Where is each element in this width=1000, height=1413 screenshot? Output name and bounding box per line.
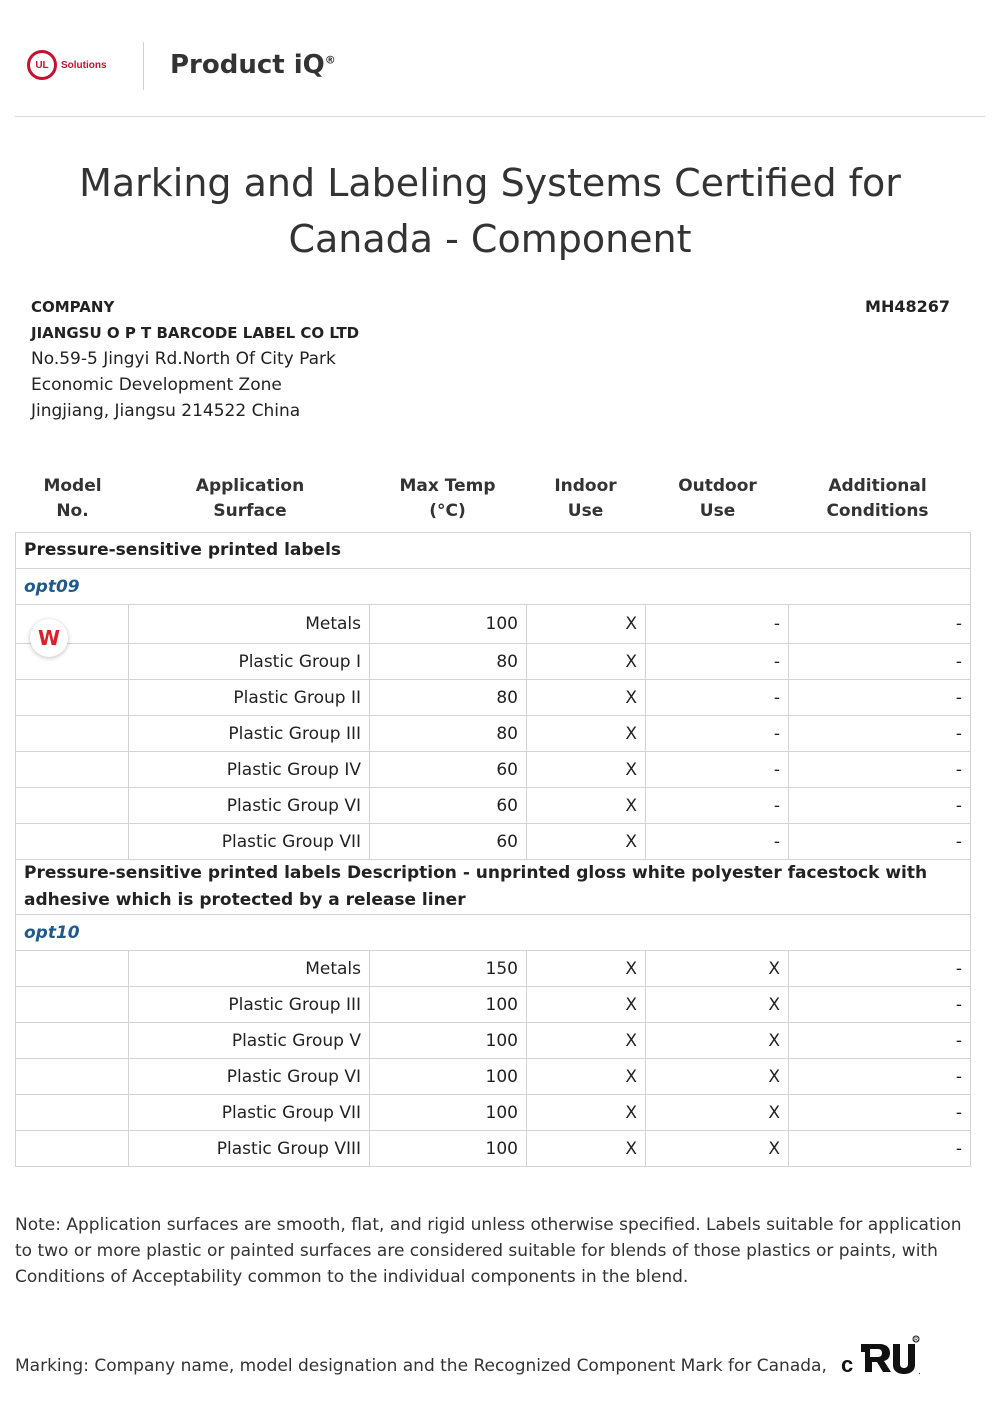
cell-outdoor: X — [646, 1095, 789, 1131]
page-header — [15, 40, 985, 117]
model-cell — [16, 788, 129, 824]
group-title-row — [16, 533, 971, 569]
cell-indoor: X — [527, 1059, 646, 1095]
cell-temp: 60 — [370, 788, 527, 824]
cell-surface: Plastic Group IV — [129, 752, 370, 788]
company-block — [31, 294, 359, 424]
svg-text:c: c — [841, 1352, 854, 1377]
cell-indoor: X — [527, 1095, 646, 1131]
model-cell — [16, 1059, 129, 1095]
model-cell — [16, 605, 129, 650]
cell-outdoor: X — [646, 1023, 789, 1059]
model-cell — [16, 824, 129, 860]
group-title: Pressure-sensitive printed labels Description - unprinted gloss white polyester facestock with adhesive which is protected by a release liner — [16, 860, 971, 915]
cell-temp: 100 — [370, 987, 527, 1023]
table-row — [16, 644, 971, 680]
cell-temp: 80 — [370, 680, 527, 716]
table-row — [16, 1023, 971, 1059]
model-cell — [16, 1023, 129, 1059]
cell-cond: - — [789, 1095, 971, 1131]
group-title-row — [16, 860, 971, 915]
cell-outdoor: X — [646, 951, 789, 987]
cell-surface: Plastic Group II — [129, 680, 370, 716]
cell-cond: - — [789, 644, 971, 680]
cell-temp: 100 — [370, 605, 527, 644]
cell-temp: 60 — [370, 752, 527, 788]
cell-surface: Metals — [129, 605, 370, 644]
cell-indoor: X — [527, 824, 646, 860]
cell-surface: Plastic Group VIII — [129, 1131, 370, 1167]
model-cell — [16, 680, 129, 716]
cell-cond: - — [789, 951, 971, 987]
cell-surface: Plastic Group VI — [129, 788, 370, 824]
cell-temp: 100 — [370, 1131, 527, 1167]
cell-surface: Plastic Group I — [129, 644, 370, 680]
cell-cond: - — [789, 1131, 971, 1167]
cell-indoor: X — [527, 987, 646, 1023]
header-indoor-use: Indoor Use — [554, 476, 617, 521]
cell-outdoor: - — [646, 605, 789, 644]
table-row — [16, 605, 971, 644]
model-cell — [16, 987, 129, 1023]
cell-indoor: X — [527, 680, 646, 716]
cell-indoor: X — [527, 1023, 646, 1059]
header-model-no: Model No. — [43, 476, 102, 521]
company-address-line: No.59-5 Jingyi Rd.North Of City Park — [31, 349, 336, 369]
product-iq-title[interactable]: Product iQ® — [170, 50, 336, 80]
logo-subtext: Solutions — [61, 59, 107, 71]
page-title: Marking and Labeling Systems Certified for Canada - Component — [79, 161, 901, 261]
table-row — [16, 824, 971, 860]
cell-indoor: X — [527, 716, 646, 752]
table-row — [16, 987, 971, 1023]
cell-cond: - — [789, 752, 971, 788]
cell-cond: - — [789, 1059, 971, 1095]
table-row — [16, 752, 971, 788]
header-additional-conditions: Additional Conditions — [826, 476, 929, 521]
note-text: Note: Application surfaces are smooth, flat, and rigid unless otherwise specified. Labels suitable for application to two or more plastic or painted surfaces are considered suitable for blends of those plastics or paints, with Conditions of Acceptability common to the individual components in the blend. — [15, 1215, 962, 1287]
model-cell — [16, 951, 129, 987]
cell-cond: - — [789, 824, 971, 860]
group-title: Pressure-sensitive printed labels — [16, 533, 971, 569]
cell-outdoor: - — [646, 752, 789, 788]
company-address-line: Economic Development Zone — [31, 375, 282, 395]
cell-outdoor: - — [646, 824, 789, 860]
model-cell — [16, 752, 129, 788]
cell-temp: 100 — [370, 1095, 527, 1131]
cell-cond: - — [789, 680, 971, 716]
cell-outdoor: - — [646, 716, 789, 752]
cell-cond: - — [789, 605, 971, 644]
cell-surface: Plastic Group III — [129, 987, 370, 1023]
wps-app-icon[interactable]: W — [30, 619, 68, 657]
model-cell — [16, 716, 129, 752]
recognized-component-mark-icon — [841, 1334, 921, 1383]
company-address-line: Jingjiang, Jiangsu 214522 China — [31, 401, 301, 421]
cell-cond: - — [789, 716, 971, 752]
company-name: JIANGSU O P T BARCODE LABEL CO LTD — [31, 324, 360, 342]
cell-indoor: X — [527, 752, 646, 788]
ul-logo-icon: UL — [27, 50, 57, 80]
cell-surface: Metals — [129, 951, 370, 987]
certification-table — [15, 532, 971, 1167]
table-row — [16, 680, 971, 716]
cell-temp: 150 — [370, 951, 527, 987]
cell-cond: - — [789, 1023, 971, 1059]
header-outdoor-use: Outdoor Use — [678, 476, 757, 521]
cell-surface: Plastic Group V — [129, 1023, 370, 1059]
table-row — [16, 1131, 971, 1167]
file-number: MH48267 — [865, 297, 950, 316]
cell-outdoor: X — [646, 1059, 789, 1095]
ul-solutions-logo[interactable] — [27, 50, 107, 80]
table-row — [16, 1095, 971, 1131]
cell-temp: 100 — [370, 1023, 527, 1059]
model-row — [16, 915, 971, 951]
cell-indoor: X — [527, 1131, 646, 1167]
cell-outdoor: X — [646, 987, 789, 1023]
cell-temp: 80 — [370, 716, 527, 752]
cell-cond: - — [789, 987, 971, 1023]
model-cell — [16, 1131, 129, 1167]
cell-cond: - — [789, 788, 971, 824]
table-header — [15, 474, 970, 530]
cell-outdoor: X — [646, 1131, 789, 1167]
header-divider — [143, 42, 144, 90]
table-row — [16, 951, 971, 987]
cell-indoor: X — [527, 605, 646, 644]
model-row — [16, 569, 971, 605]
svg-text:R: R — [914, 1337, 918, 1343]
cell-indoor: X — [527, 951, 646, 987]
header-application-surface: Application Surface — [195, 476, 305, 521]
table-row — [16, 716, 971, 752]
model-cell — [16, 1095, 129, 1131]
cell-temp: 60 — [370, 824, 527, 860]
company-label: COMPANY — [31, 298, 115, 316]
cell-indoor: X — [527, 788, 646, 824]
cell-temp: 100 — [370, 1059, 527, 1095]
cell-outdoor: - — [646, 788, 789, 824]
model-number: opt10 — [16, 915, 971, 951]
svg-text:.: . — [918, 1366, 921, 1377]
header-max-temp: Max Temp (°C) — [399, 476, 496, 521]
cell-surface: Plastic Group VI — [129, 1059, 370, 1095]
table-row — [16, 788, 971, 824]
model-number: opt09 — [16, 569, 971, 605]
cell-surface: Plastic Group III — [129, 716, 370, 752]
table-row — [16, 1059, 971, 1095]
cell-outdoor: - — [646, 680, 789, 716]
cell-temp: 80 — [370, 644, 527, 680]
cell-indoor: X — [527, 644, 646, 680]
cell-surface: Plastic Group VII — [129, 1095, 370, 1131]
cell-surface: Plastic Group VII — [129, 824, 370, 860]
cell-outdoor: - — [646, 644, 789, 680]
marking-text: Marking: Company name, model designation and the Recognized Component Mark for Canada, — [15, 1356, 827, 1376]
